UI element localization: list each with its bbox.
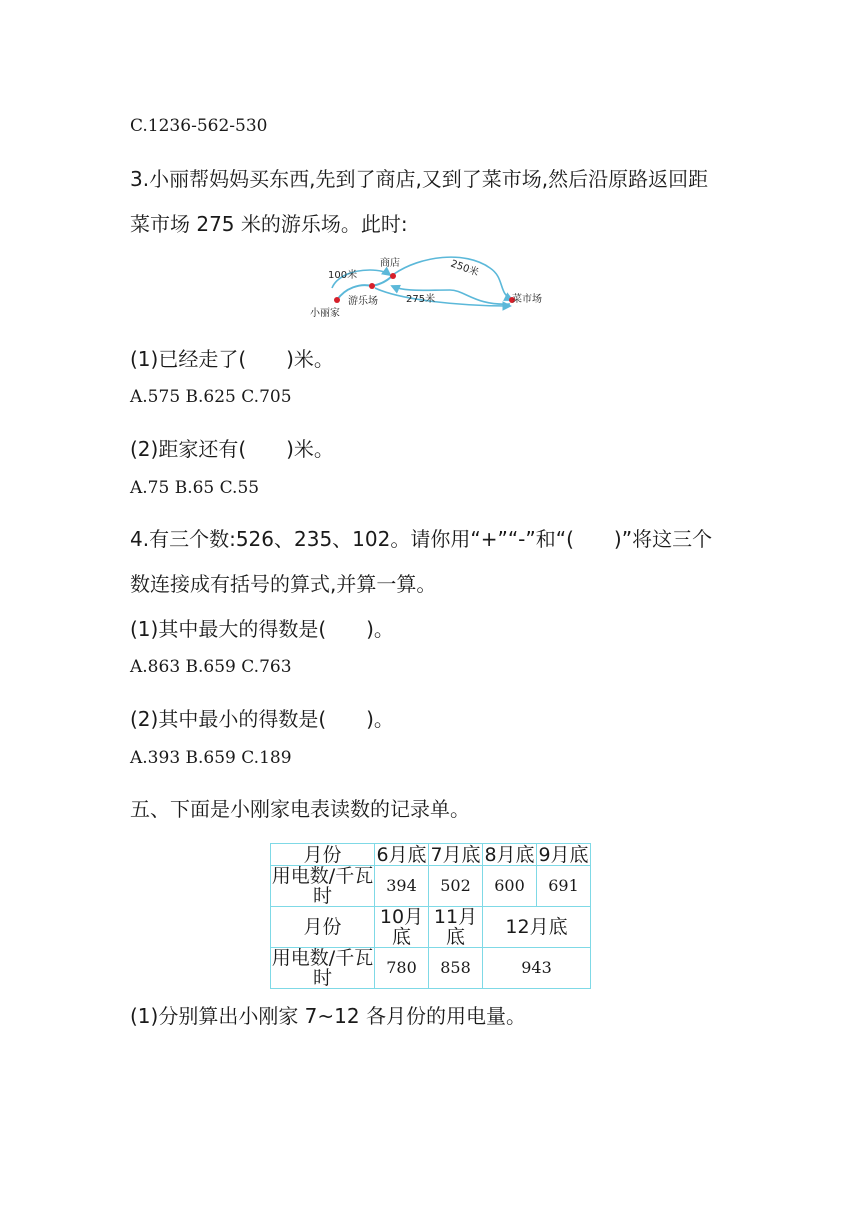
table-cell: 691 — [537, 866, 591, 907]
table-cell: 943 — [483, 948, 591, 989]
table-header-cell: 月份 — [271, 907, 375, 948]
label-275m: 275米 — [406, 294, 436, 305]
option-line-q2c: C.1236-562-530 — [130, 116, 268, 136]
label-store: 商店 — [380, 258, 400, 269]
options-4-1: A.863 B.659 C.763 — [130, 657, 292, 677]
label-park: 游乐场 — [348, 296, 378, 307]
home-dot — [334, 297, 340, 303]
route-diagram — [300, 248, 560, 322]
table-cell: 858 — [429, 948, 483, 989]
question-4-1: (1)其中最大的得数是( )。 — [130, 617, 394, 641]
table-label-cell: 用电数/千瓦时 — [271, 865, 374, 907]
section-5-heading: 五、下面是小刚家电表读数的记录单。 — [130, 797, 470, 821]
table-cell: 394 — [375, 866, 429, 907]
table-cell: 780 — [375, 948, 429, 989]
question-4-text-line1: 4.有三个数:526、235、102。请你用“+”“-”和“( )”将这三个 — [130, 527, 713, 551]
options-3-1: A.575 B.625 C.705 — [130, 387, 292, 407]
store-dot — [390, 273, 396, 279]
table-header-cell: 11月底 — [429, 907, 483, 948]
table-header-cell: 8月底 — [484, 843, 535, 866]
meter-reading-table — [270, 843, 591, 989]
question-3-1: (1)已经走了( )米。 — [130, 347, 334, 371]
options-4-2: A.393 B.659 C.189 — [130, 748, 292, 768]
table-header-cell: 月份 — [271, 844, 375, 866]
table-row — [271, 866, 591, 907]
table-header-cell: 7月底 — [430, 843, 481, 866]
table-header-cell: 10月底 — [375, 907, 429, 948]
question-4-2: (2)其中最小的得数是( )。 — [130, 707, 394, 731]
question-3-2: (2)距家还有( )米。 — [130, 437, 334, 461]
question-3-text-line1: 3.小丽帮妈妈买东西,先到了商店,又到了菜市场,然后沿原路返回距 — [130, 167, 709, 191]
question-3-text-line2: 菜市场 275 米的游乐场。此时: — [130, 212, 408, 236]
table-cell: 600 — [483, 866, 537, 907]
table-row — [271, 907, 591, 948]
question-5-1: (1)分别算出小刚家 7~12 各月份的用电量。 — [130, 1004, 526, 1028]
table-row — [271, 948, 591, 989]
label-100m: 100米 — [328, 270, 358, 281]
park-dot — [369, 283, 375, 289]
question-4-text-line2: 数连接成有括号的算式,并算一算。 — [130, 572, 437, 596]
options-3-2: A.75 B.65 C.55 — [130, 478, 260, 498]
table-header-cell: 12月底 — [483, 907, 591, 948]
label-market: 菜市场 — [512, 294, 542, 305]
table-row — [271, 844, 591, 866]
table-cell: 502 — [429, 866, 483, 907]
label-home: 小丽家 — [310, 308, 340, 319]
table-header-cell: 6月底 — [376, 843, 427, 866]
label-250m: 250米 — [448, 258, 481, 279]
table-header-cell: 9月底 — [538, 843, 589, 866]
table-label-cell: 用电数/千瓦时 — [271, 947, 374, 989]
